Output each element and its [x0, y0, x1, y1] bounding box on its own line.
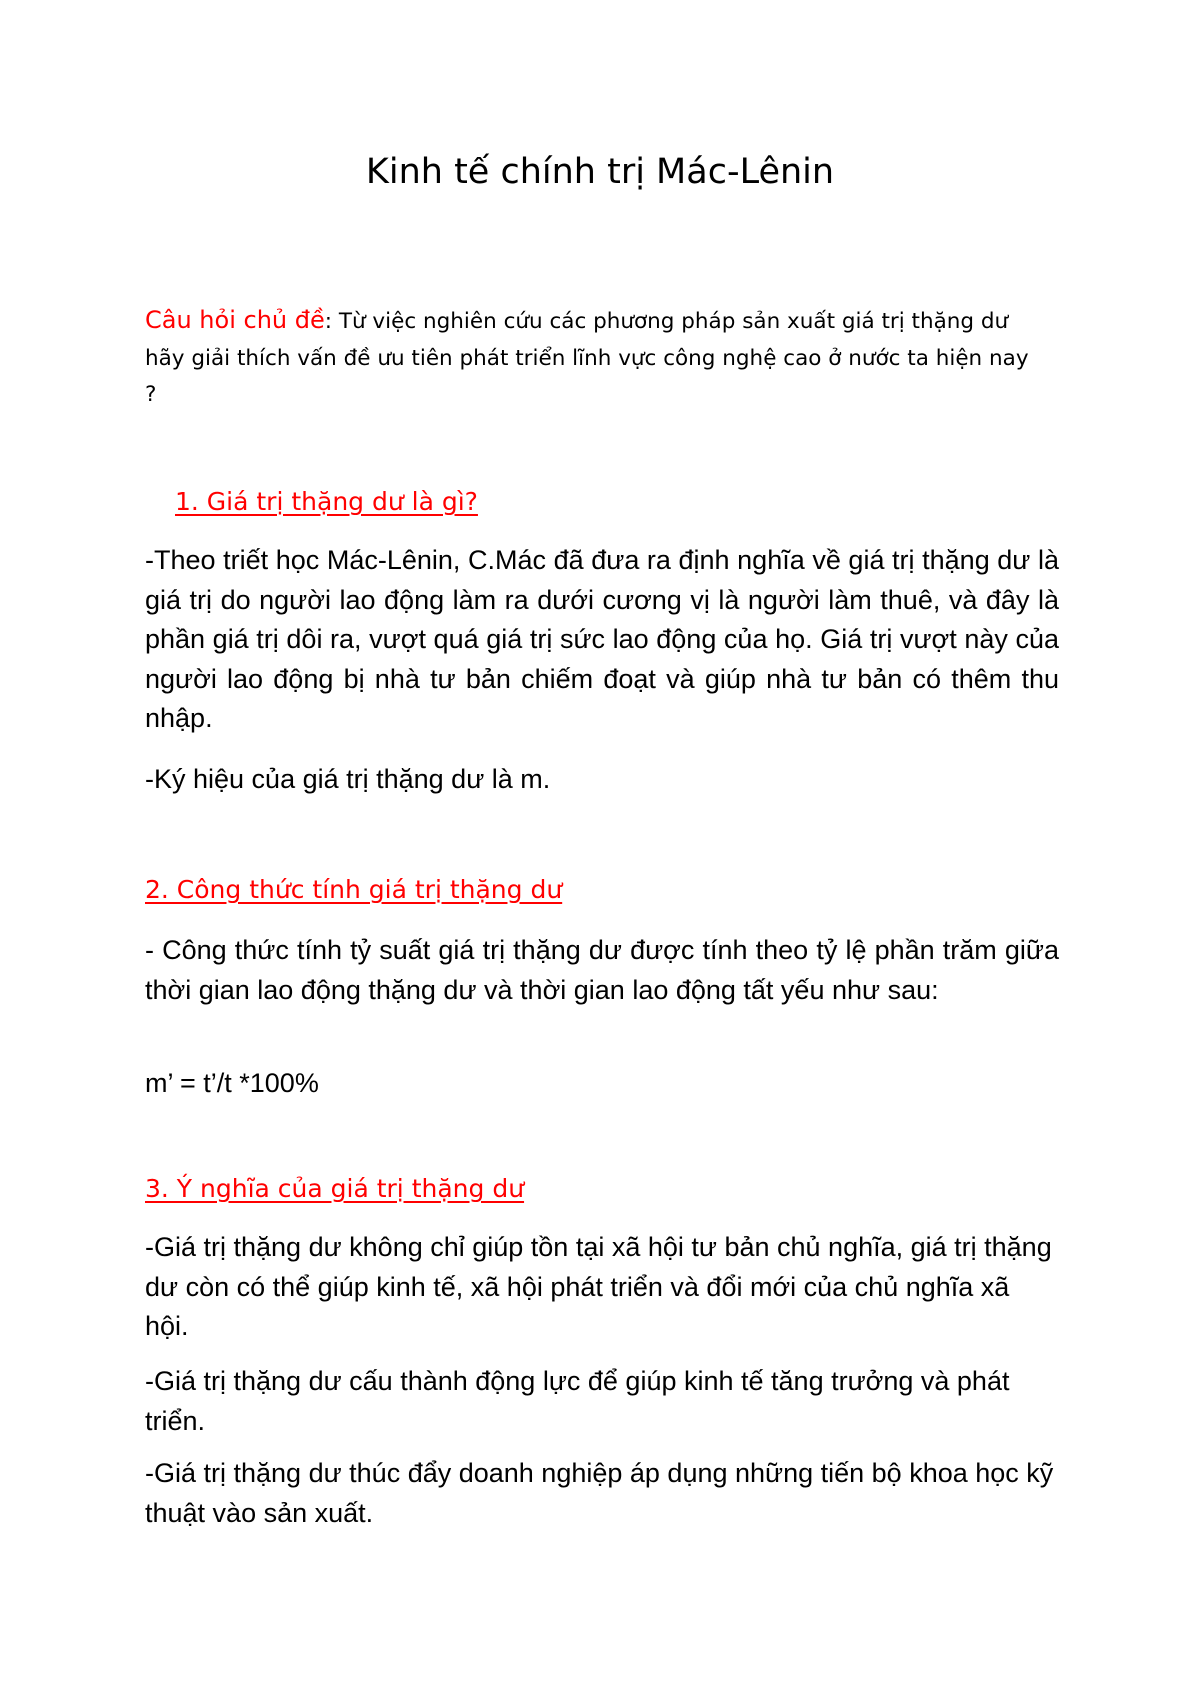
- section-heading-1: 1. Giá trị thặng dư là gì?: [175, 487, 478, 516]
- question-separator: :: [324, 309, 339, 334]
- topic-question: [145, 302, 1045, 414]
- section-2-paragraph-1: - Công thức tính tỷ suất giá trị thặng dư được tính theo tỷ lệ phần trăm giữa thời gian lao động thặng dư và thời gian lao động tất yếu như sau:: [145, 935, 1059, 1005]
- section-3-paragraph-1: -Giá trị thặng dư không chỉ giúp tồn tại xã hội tư bản chủ nghĩa, giá trị thặng dư còn có thể giúp kinh tế, xã hội phát triển và đổi mới của chủ nghĩa xã hội.: [145, 1232, 1052, 1341]
- page-title: Kinh tế chính trị Mác-Lênin: [365, 152, 835, 192]
- section-1-paragraph-2: -Ký hiệu của giá trị thặng dư là m.: [145, 764, 551, 794]
- question-label: Câu hỏi chủ đề: [145, 306, 325, 334]
- section-3-paragraph-2: -Giá trị thặng dư cấu thành động lực để giúp kinh tế tăng trưởng và phát triển.: [145, 1366, 1010, 1436]
- section-1-paragraph-1: -Theo triết học Mác-Lênin, C.Mác đã đưa ra định nghĩa về giá trị thặng dư là giá trị do người lao động làm ra dưới cương vị là người làm thuê, và đây là phần giá trị dôi ra, vượt quá giá trị sức lao động của họ. Giá trị vượt này của người lao động bị nhà tư bản chiếm đoạt và giúp nhà tư bản có thêm thu nhập.: [145, 545, 1059, 733]
- question-text: Từ việc nghiên cứu các phương pháp sản xuất giá trị thặng dư hãy giải thích vấn đề ưu tiên phát triển lĩnh vực công nghệ cao ở nước ta hiện nay ?: [145, 309, 1029, 407]
- section-3-paragraph-3: -Giá trị thặng dư thúc đẩy doanh nghiệp áp dụng những tiến bộ khoa học kỹ thuật vào sản xuất.: [145, 1458, 1054, 1528]
- formula: m’ = t’/t *100%: [145, 1068, 319, 1098]
- section-heading-2: 2. Công thức tính giá trị thặng dư: [145, 875, 563, 904]
- section-heading-3: 3. Ý nghĩa của giá trị thặng dư: [145, 1174, 525, 1203]
